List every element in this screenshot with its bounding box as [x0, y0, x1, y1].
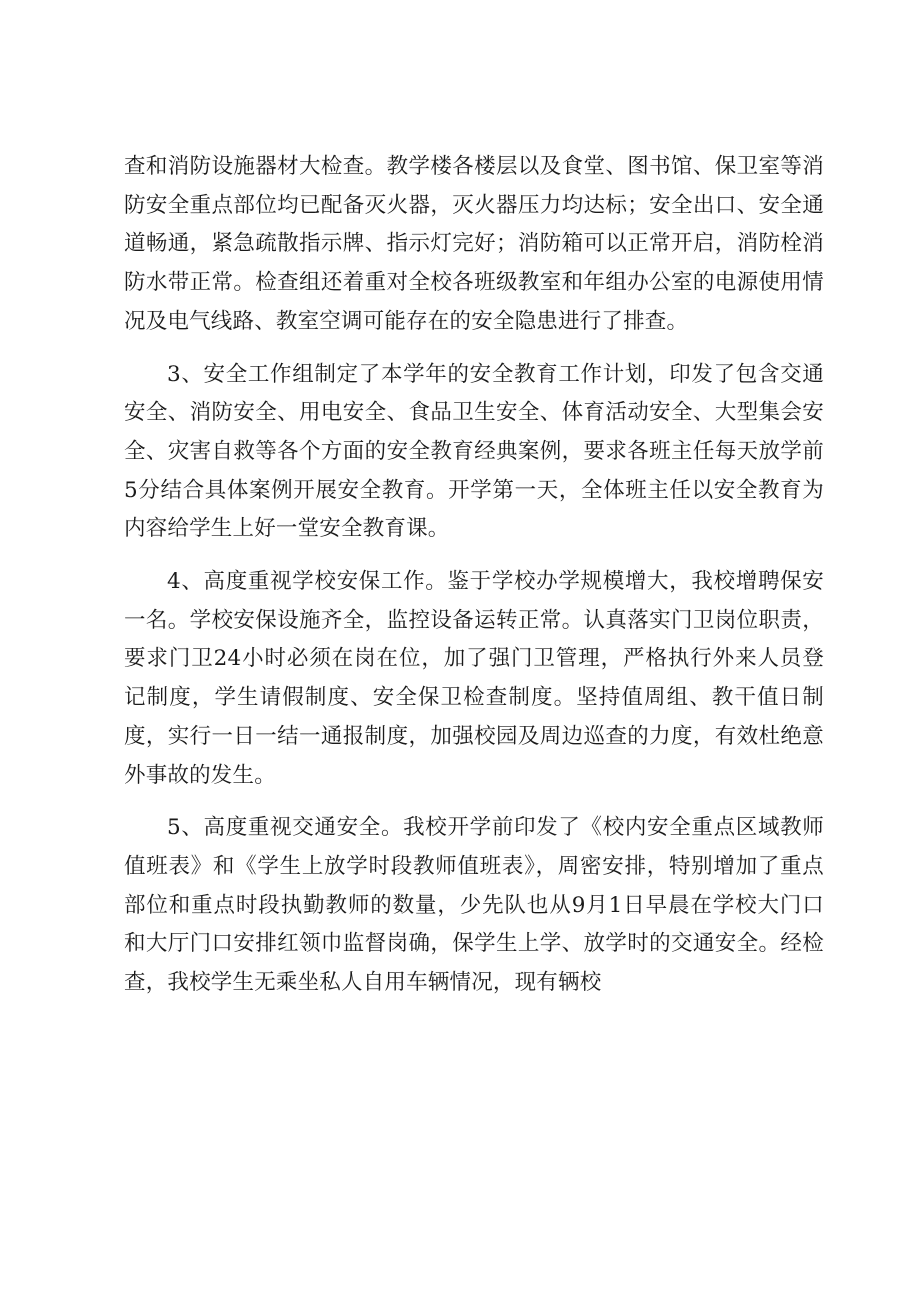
paragraph-traffic-safety: 5、高度重视交通安全。我校开学前印发了《校内安全重点区域教师值班表》和《学生上放学时段教师值班表》，周密安排，特别增加了重点部位和重点时段执勤教师的数量，少先队也从9月1日早晨在学校大门口和大厅门口安排红领巾监督岗确，保学生上学、放学时的交通安全。经检查，我校学生无乘坐私人自用车辆情况，现有辆校: [124, 815, 824, 996]
paragraph-fire-inspection: 查和消防设施器材大检查。教学楼各楼层以及食堂、图书馆、保卫室等消防安全重点部位均已配备灭火器，灭火器压力均达标；安全出口、安全通道畅通，紧急疏散指示牌、指示灯完好；消防箱可以正常开启，消防栓消防水带正常。检查组还着重对全校各班级教室和年组办公室的电源使用情况及电气线路、教室空调可能存在的安全隐患进行了排查。: [124, 154, 824, 334]
paragraph-security-work: 4、高度重视学校安保工作。鉴于学校办学规模增大，我校增聘保安一名。学校安保设施齐全，监控设备运转正常。认真落实门卫岗位职责，要求门卫24小时必须在岗在位，加了强门卫管理，严格执行外来人员登记制度，学生请假制度、安全保卫检查制度。坚持值周组、教干值日制度，实行一日一结一通报制度，加强校园及周边巡查的力度，有效杜绝意外事故的发生。: [124, 569, 824, 788]
paragraph-safety-education-plan: 3、安全工作组制定了本学年的安全教育工作计划，印发了包含交通安全、消防安全、用电安全、食品卫生安全、体育活动安全、大型集会安全、灾害自救等各个方面的安全教育经典案例，要求各班主任每天放学前5分结合具体案例开展安全教育。开学第一天，全体班主任以安全教育为内容给学生上好一堂安全教育课。: [124, 361, 824, 542]
document-body: [124, 148, 824, 1003]
